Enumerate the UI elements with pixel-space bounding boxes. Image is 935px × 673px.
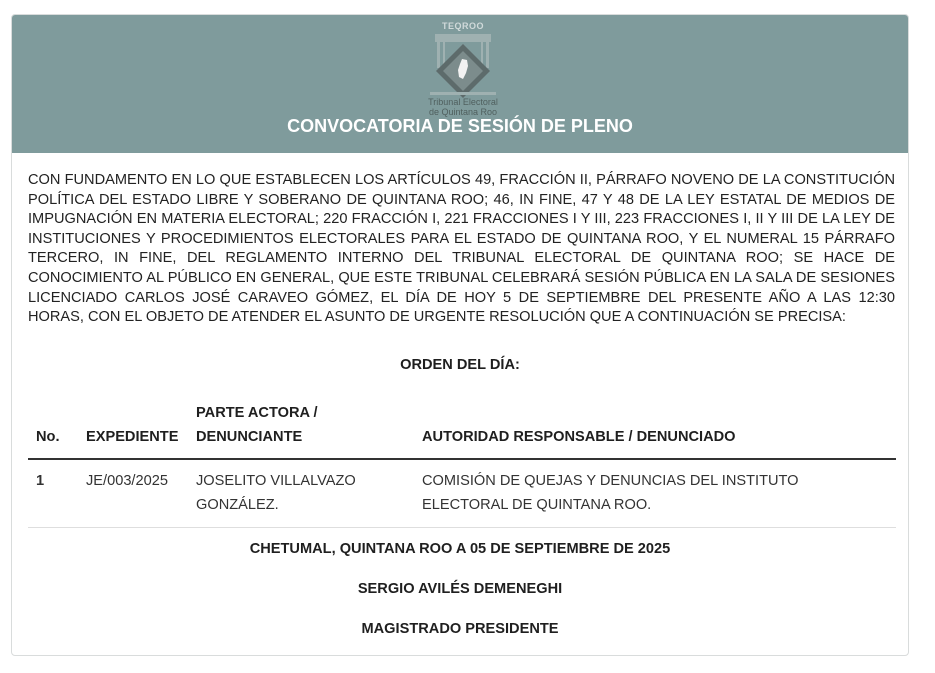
col-header-expediente: EXPEDIENTE xyxy=(78,395,188,459)
signer-role: MAGISTRADO PRESIDENTE xyxy=(361,621,559,637)
col-header-parte-line1: PARTE ACTORA / xyxy=(196,405,318,421)
header-banner xyxy=(12,15,908,153)
intro-paragraph: CON FUNDAMENTO EN LO QUE ESTABLECEN LOS ARTÍCULOS 49, FRACCIÓN II, PÁRRAFO NOVENO DE LA CONSTITUCIÓN POLÍTICA DEL ESTADO LIBRE Y SOBERANO DE QUINTANA ROO; 46, IN FINE, 47 Y 48 DE LA LEY ESTATAL DE MEDIOS DE IMPUGNACIÓN EN MATERIA ELECTORAL; 220 FRACCIÓN I, 221 FRACCIONES I Y III, 223 FRACCIONES I, II Y III DE LA LEY DE INSTITUCIONES Y PROCEDIMIENTOS ELECTORALES PARA EL ESTADO DE QUINTANA ROO, Y EL NUMERAL 15 PÁRRAFO TERCERO, IN FINE, DEL REGLAMENTO INTERNO DEL TRIBUNAL ELECTORAL DE QUINTANA ROO; SE HACE DE CONOCIMIENTO AL PÚBLICO EN GENERAL, QUE ESTE TRIBUNAL CELEBRARÁ SESIÓN PÚBLICA EN LA SALA DE SESIONES LICENCIADO CARLOS JOSÉ CARAVEO GÓMEZ, EL DÍA DE HOY 5 DE SEPTIEMBRE DEL PRESENTE AÑO A LAS 12:30 HORAS, CON EL OBJETO DE ATENDER EL ASUNTO DE URGENTE RESOLUCIÓN QUE A CONTINUACIÓN SE PRECISA: xyxy=(28,172,895,326)
cell-expediente: JE/003/2025 xyxy=(78,459,188,528)
cell-no: 1 xyxy=(28,459,78,528)
cell-parte: JOSELITO VILLALVAZO GONZÁLEZ. xyxy=(188,459,414,528)
place-date: CHETUMAL, QUINTANA ROO A 05 DE SEPTIEMBRE DE 2025 xyxy=(249,541,671,557)
tribunal-emblem-icon xyxy=(426,32,500,98)
tribunal-logo xyxy=(416,19,510,119)
col-header-no: No. xyxy=(28,395,78,459)
col-header-parte-line2: DENUNCIANTE xyxy=(196,429,303,445)
cell-autoridad: COMISIÓN DE QUEJAS Y DENUNCIAS DEL INSTITUTO ELECTORAL DE QUINTANA ROO. xyxy=(414,459,896,528)
signer-name: SERGIO AVILÉS DEMENEGHI xyxy=(357,581,563,597)
table-header-row xyxy=(28,395,896,459)
col-header-autoridad: AUTORIDAD RESPONSABLE / DENUNCIADO xyxy=(414,395,896,459)
logo-subtitle-1: Tribunal Electoral xyxy=(428,97,498,107)
agenda-title: ORDEN DEL DÍA: xyxy=(400,357,520,373)
logo-subtitle-2: de Quintana Roo xyxy=(428,107,498,117)
logo-acronym: TEQROO xyxy=(441,21,484,31)
agenda-table xyxy=(28,395,896,528)
page-title: CONVOCATORIA DE SESIÓN DE PLENO xyxy=(287,116,633,136)
col-header-parte xyxy=(188,395,414,459)
convocatoria-card xyxy=(11,14,909,656)
table-row xyxy=(28,459,896,528)
